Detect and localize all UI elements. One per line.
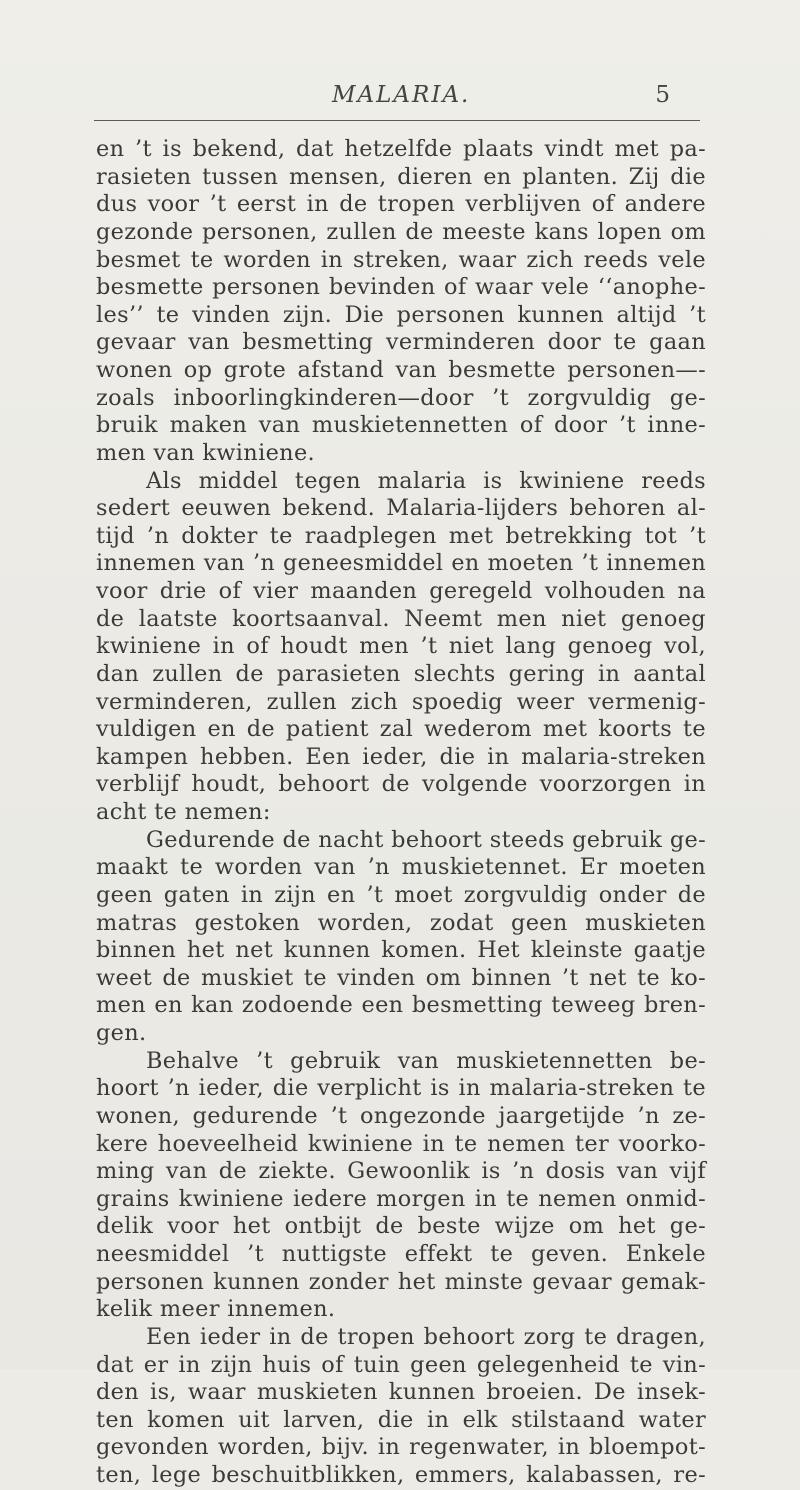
text-line: binnen het net kunnen komen. Het kleinste gaatje <box>96 937 706 964</box>
text-line: maakt te worden van ’n muskietennet. Er moeten <box>96 854 706 881</box>
text-line: de laatste koortsaanval. Neemt men niet genoeg <box>96 605 706 632</box>
text-line: wonen op grote afstand van besmette personen—- <box>96 357 706 383</box>
text-line: bruik maken van muskietennetten of door ’t inne- <box>96 412 706 439</box>
text-line: acht te nemen: <box>96 799 271 825</box>
text-line: innemen van ’n geneesmiddel en moeten ’t innemen <box>96 550 706 577</box>
text-line: gen. <box>96 1020 147 1046</box>
text-line: neesmiddel ’t nuttigste effekt te geven. Enkele <box>96 1241 706 1267</box>
header-rule <box>94 120 700 121</box>
text-line: Als middel tegen malaria is kwiniene reeds <box>146 467 706 494</box>
text-line: delik voor het ontbijt de beste wijze om het ge- <box>96 1213 706 1240</box>
page-number: 5 <box>655 82 670 108</box>
text-line: les’’ te vinden zijn. Die personen kunnen altijd ’t <box>96 301 706 328</box>
text-line: gevonden worden, bijv. in regenwater, in bloempot- <box>96 1434 706 1461</box>
text-line: men van kwiniene. <box>96 439 316 466</box>
text-line: ten, lege beschuitblikken, emmers, kalabassen, re- <box>96 1462 706 1488</box>
text-line: matras gestoken worden, zodat geen muskieten <box>96 909 706 936</box>
text-line: Behalve ’t gebruik van muskietennetten be- <box>146 1047 706 1074</box>
text-line: den is, waar muskieten kunnen broeien. De insek- <box>96 1379 706 1406</box>
text-line: sedert eeuwen bekend. Malaria-lijders behoren al- <box>96 495 706 522</box>
text-line: besmet te worden in streken, waar zich reeds vele <box>96 246 706 273</box>
text-line: Een ieder in de tropen behoort zorg te dragen, <box>146 1323 706 1350</box>
text-line: tijd ’n dokter te raadplegen met betrekking tot ’t <box>96 522 706 549</box>
text-line: hoort ’n ieder, die verplicht is in malaria-streken te <box>96 1075 706 1102</box>
text-line: dus voor ’t eerst in de tropen verblijven of andere <box>96 191 706 218</box>
text-line: wonen, gedurende ’t ongezonde jaargetijde ’n ze- <box>96 1102 706 1129</box>
text-line: voor drie of vier maanden geregeld volhouden na <box>96 578 706 604</box>
text-line: weet de muskiet te vinden om binnen ’t net te ko- <box>96 964 706 991</box>
running-title: MALARIA. <box>332 82 471 108</box>
text-line: grains kwiniene iedere morgen in te nemen onmid- <box>96 1185 706 1212</box>
text-line: kelik meer innemen. <box>96 1296 336 1323</box>
text-line: Gedurende de nacht behoort steeds gebruik ge- <box>146 826 707 853</box>
text-line: en ’t is bekend, dat hetzelfde plaats vindt met pa- <box>96 136 706 162</box>
text-line: dan zullen de parasieten slechts gering in aantal <box>96 660 706 687</box>
text-line: zoals inboorlingkinderen—door ’t zorgvuldig ge- <box>96 384 706 411</box>
text-line: kere hoeveelheid kwiniene in te nemen ter voorko- <box>96 1130 706 1157</box>
text-line: kampen hebben. Een ieder, die in malaria-streken <box>96 743 706 770</box>
text-line: dat er in zijn huis of tuin geen gelegenheid te vin- <box>96 1351 706 1378</box>
body-text <box>96 136 706 1490</box>
text-line: rasieten tussen mensen, dieren en planten. Zij die <box>96 163 706 190</box>
text-line: besmette personen bevinden of waar vele ‘‘anophe- <box>96 274 706 301</box>
text-line: ming van de ziekte. Gewoonlik is ’n dosis van vijf <box>96 1158 706 1185</box>
text-line: ten komen uit larven, die in elk stilstaand water <box>96 1406 706 1433</box>
text-line: verblijf houdt, behoort de volgende voorzorgen in <box>96 771 706 798</box>
text-line: men en kan zodoende een besmetting teweeg bren- <box>96 992 706 1019</box>
page-header <box>96 82 702 112</box>
text-line: gezonde personen, zullen de meeste kans lopen om <box>96 218 706 245</box>
text-line: personen kunnen zonder het minste gevaar gemak- <box>96 1268 706 1295</box>
text-line: kwiniene in of houdt men ’t niet lang genoeg vol, <box>96 633 706 660</box>
text-line: verminderen, zullen zich spoedig weer vermenig- <box>96 688 706 715</box>
text-line: vuldigen en de patient zal wederom met koorts te <box>96 716 706 743</box>
text-line: geen gaten in zijn en ’t moet zorgvuldig onder de <box>96 881 706 908</box>
text-line: gevaar van besmetting verminderen door te gaan <box>96 329 706 356</box>
